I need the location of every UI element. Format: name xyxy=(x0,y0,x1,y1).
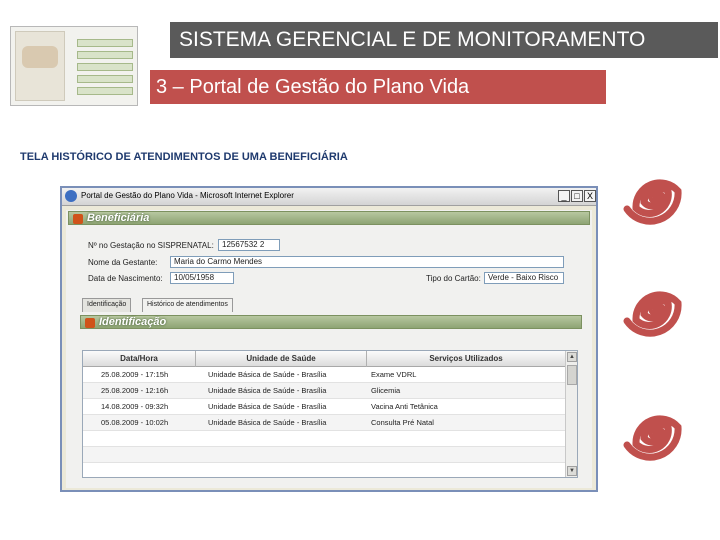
slide-subtitle: 3 – Portal de Gestão do Plano Vida xyxy=(150,70,606,104)
cell-servico: Glicemia xyxy=(371,386,401,395)
history-table xyxy=(82,350,578,478)
thumbnail-menu-button xyxy=(77,87,133,95)
spiral-icon xyxy=(627,183,678,221)
table-scrollbar[interactable] xyxy=(565,351,577,477)
beneficiaria-title: Beneficiária xyxy=(87,212,150,224)
cell-data-hora: 14.08.2009 - 09:32h xyxy=(101,402,169,411)
minimize-button[interactable]: _ xyxy=(558,190,570,202)
cell-unidade: Unidade Básica de Saúde - Brasília xyxy=(208,418,327,427)
scroll-up-icon[interactable]: ▲ xyxy=(567,352,577,362)
window-title: Portal de Gestão do Plano Vida - Microsoft Internet Explorer xyxy=(81,191,294,200)
thumbnail-menu-button xyxy=(77,63,133,71)
cell-servico: Consulta Pré Natal xyxy=(371,418,434,427)
identificacao-header xyxy=(80,315,582,329)
beneficiaria-header xyxy=(68,211,590,225)
cell-data-hora: 05.08.2009 - 10:02h xyxy=(101,418,169,427)
thumbnail-menu-button xyxy=(77,75,133,83)
thumbnail-left-panel xyxy=(15,31,65,101)
ie-icon xyxy=(65,190,77,202)
table-row-empty xyxy=(83,447,565,463)
sisprenatal-field[interactable]: 12567532 2 xyxy=(218,239,280,251)
thumbnail-menu-button xyxy=(77,51,133,59)
portal-thumbnail xyxy=(10,26,138,106)
window-titlebar[interactable] xyxy=(62,188,596,206)
nome-field[interactable]: Maria do Carmo Mendes xyxy=(170,256,564,268)
cell-unidade: Unidade Básica de Saúde - Brasília xyxy=(208,370,327,379)
browser-window xyxy=(60,186,598,492)
scroll-down-icon[interactable]: ▼ xyxy=(567,466,577,476)
nome-label: Nome da Gestante: xyxy=(88,258,158,267)
column-servicos[interactable]: Serviços Utilizados xyxy=(429,354,503,363)
table-row[interactable] xyxy=(83,399,565,415)
table-row[interactable] xyxy=(83,367,565,383)
tab-identificacao[interactable]: Identificação xyxy=(82,298,131,312)
identificacao-title: Identificação xyxy=(99,316,167,328)
cell-unidade: Unidade Básica de Saúde - Brasília xyxy=(208,402,327,411)
cell-unidade: Unidade Básica de Saúde - Brasília xyxy=(208,386,327,395)
cartao-field[interactable]: Verde - Baixo Risco xyxy=(484,272,564,284)
table-row-empty xyxy=(83,431,565,447)
cartao-label: Tipo do Cartão: xyxy=(426,274,481,283)
cell-servico: Exame VDRL xyxy=(371,370,417,379)
table-row-empty xyxy=(83,463,565,478)
spiral-decorations xyxy=(612,148,712,488)
maximize-button[interactable]: □ xyxy=(571,190,583,202)
column-data-hora[interactable]: Data/Hora xyxy=(120,354,158,363)
table-header xyxy=(83,351,565,367)
page-content xyxy=(66,210,592,488)
thumbnail-menu-button xyxy=(77,39,133,47)
column-unidade[interactable]: Unidade de Saúde xyxy=(246,354,316,363)
screen-title: TELA HISTÓRICO DE ATENDIMENTOS DE UMA BENEFICIÁRIA xyxy=(20,151,348,163)
table-row[interactable] xyxy=(83,383,565,399)
scroll-thumb[interactable] xyxy=(567,365,577,385)
section-icon xyxy=(85,318,95,328)
spiral-icon xyxy=(627,419,678,457)
cell-servico: Vacina Anti Tetânica xyxy=(371,402,438,411)
table-row[interactable] xyxy=(83,415,565,431)
tab-historico[interactable]: Histórico de atendimentos xyxy=(142,298,233,312)
cell-data-hora: 25.08.2009 - 17:15h xyxy=(101,370,169,379)
cell-data-hora: 25.08.2009 - 12:16h xyxy=(101,386,169,395)
sisprenatal-label: Nº no Gestação no SISPRENATAL: xyxy=(88,241,214,250)
slide-title: SISTEMA GERENCIAL E DE MONITORAMENTO xyxy=(170,22,718,58)
nascimento-label: Data de Nascimento: xyxy=(88,274,163,283)
section-icon xyxy=(73,214,83,224)
spiral-icon xyxy=(627,295,678,333)
map-image xyxy=(22,46,58,68)
close-button[interactable]: X xyxy=(584,190,596,202)
nascimento-field[interactable]: 10/05/1958 xyxy=(170,272,234,284)
